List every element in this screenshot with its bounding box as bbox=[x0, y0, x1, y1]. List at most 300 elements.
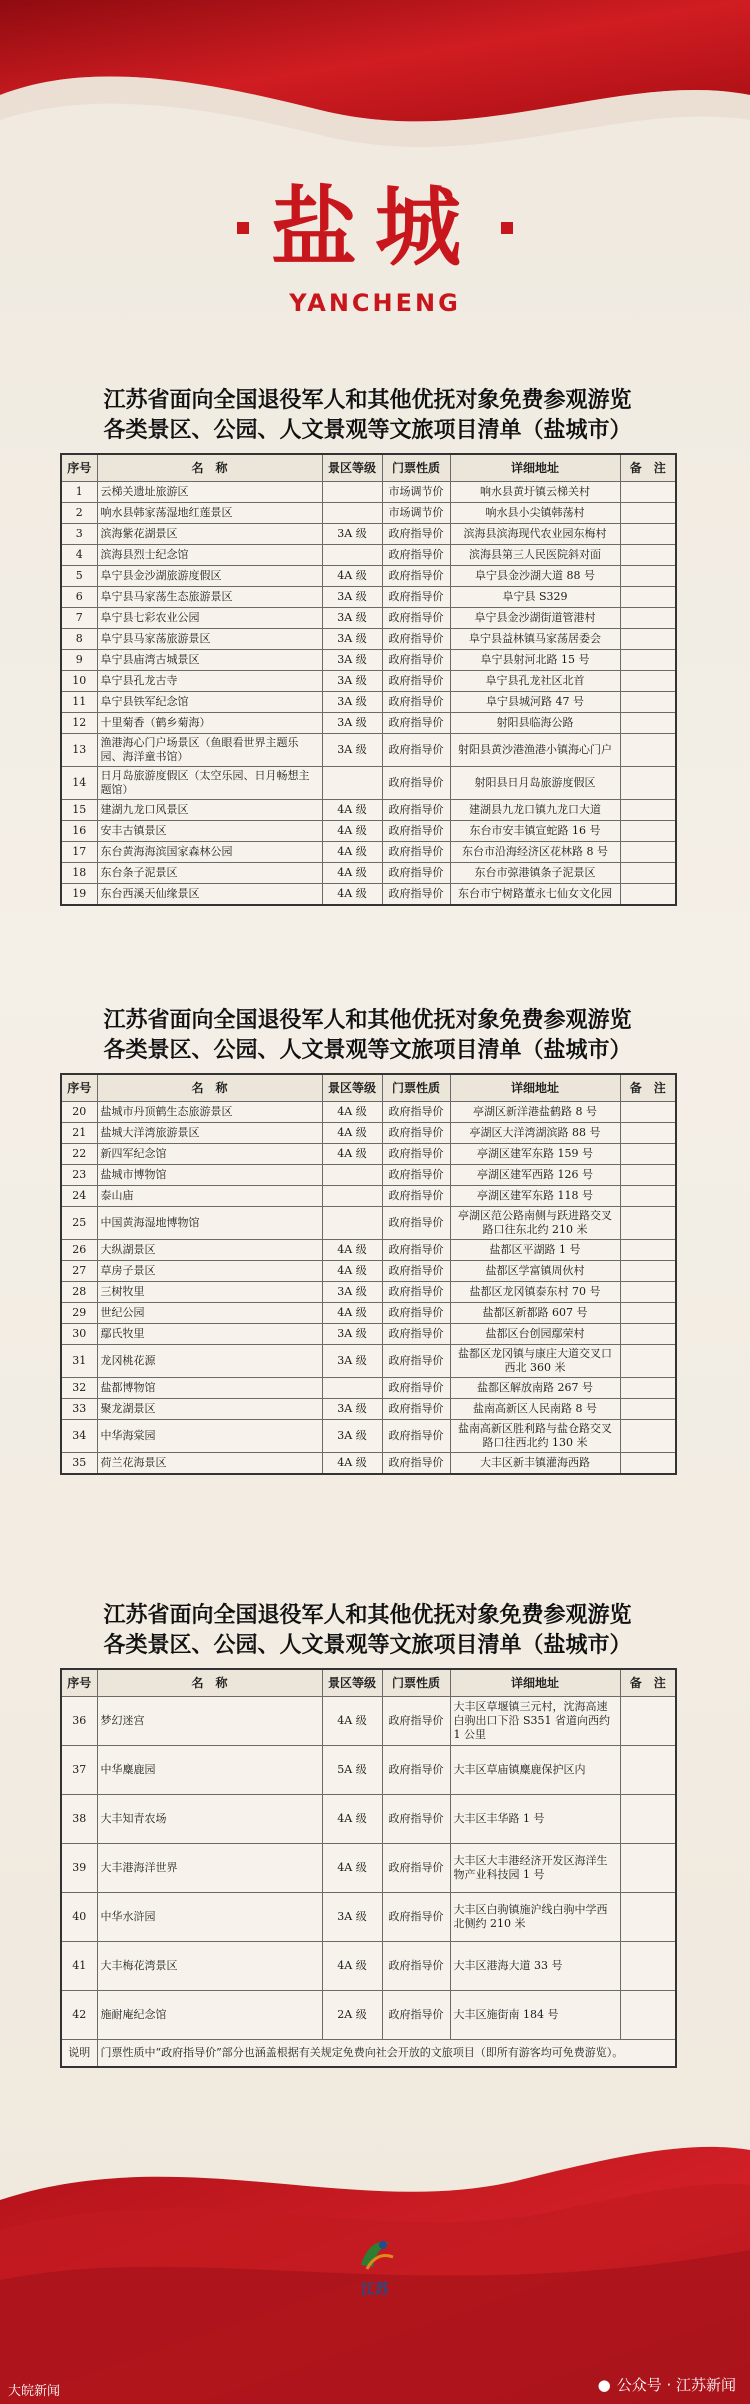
table-row bbox=[61, 1420, 676, 1453]
ticket-type: 政府指导价 bbox=[382, 1144, 450, 1165]
spot-remark bbox=[620, 1844, 676, 1893]
spot-remark bbox=[620, 1746, 676, 1795]
spot-remark bbox=[620, 1420, 676, 1453]
table-row bbox=[61, 503, 676, 524]
watermark-right-text: 公众号 · 江苏新闻 bbox=[616, 2376, 736, 2394]
spot-address: 响水县黄圩镇云梯关村 bbox=[450, 482, 620, 503]
spot-remark bbox=[620, 1240, 676, 1261]
table-row bbox=[61, 1207, 676, 1240]
spot-address: 东台市弶港镇条子泥景区 bbox=[450, 863, 620, 884]
section-title-line2: 各类景区、公园、人文景观等文旅项目清单（盐城市） bbox=[103, 1632, 632, 1658]
ticket-type: 政府指导价 bbox=[382, 1795, 450, 1844]
spot-address: 大丰区港海大道 33 号 bbox=[450, 1942, 620, 1991]
row-index: 2 bbox=[61, 503, 97, 524]
spot-address: 阜宁县 S329 bbox=[450, 587, 620, 608]
watermark-left: 大皖新闻 bbox=[8, 2384, 61, 2399]
row-index: 25 bbox=[61, 1207, 97, 1240]
ticket-type: 政府指导价 bbox=[382, 1282, 450, 1303]
spot-level: 4A 级 bbox=[322, 1144, 382, 1165]
row-index: 24 bbox=[61, 1186, 97, 1207]
spot-remark bbox=[620, 1399, 676, 1420]
spot-address: 滨海县第三人民医院斜对面 bbox=[450, 545, 620, 566]
table-header-cell: 备 注 bbox=[620, 454, 676, 482]
spot-name: 滨海紫花湖景区 bbox=[97, 524, 322, 545]
spot-address: 亭湖区范公路南侧与跃进路交叉路口往东北约 210 米 bbox=[450, 1207, 620, 1240]
spot-name: 阜宁县金沙湖旅游度假区 bbox=[97, 566, 322, 587]
ticket-type: 政府指导价 bbox=[382, 1420, 450, 1453]
spot-name: 新四军纪念馆 bbox=[97, 1144, 322, 1165]
ticket-type: 政府指导价 bbox=[382, 713, 450, 734]
spot-name: 中华海棠园 bbox=[97, 1420, 322, 1453]
table-row bbox=[61, 1324, 676, 1345]
ticket-type: 政府指导价 bbox=[382, 863, 450, 884]
ticket-type: 政府指导价 bbox=[382, 1102, 450, 1123]
hero-title bbox=[0, 178, 750, 278]
spot-remark bbox=[620, 629, 676, 650]
spot-name: 阜宁县铁军纪念馆 bbox=[97, 692, 322, 713]
row-index: 12 bbox=[61, 713, 97, 734]
spot-level: 3A 级 bbox=[322, 608, 382, 629]
spot-address: 盐都区平湖路 1 号 bbox=[450, 1240, 620, 1261]
table-row bbox=[61, 1345, 676, 1378]
spot-name: 大丰知青农场 bbox=[97, 1795, 322, 1844]
table-row bbox=[61, 767, 676, 800]
row-index: 16 bbox=[61, 821, 97, 842]
row-index: 19 bbox=[61, 884, 97, 906]
ticket-type: 政府指导价 bbox=[382, 1746, 450, 1795]
ticket-type: 政府指导价 bbox=[382, 842, 450, 863]
spot-name: 阜宁县马家荡生态旅游景区 bbox=[97, 587, 322, 608]
ticket-type: 政府指导价 bbox=[382, 1942, 450, 1991]
ticket-type: 政府指导价 bbox=[382, 1324, 450, 1345]
spot-name: 大丰港海洋世界 bbox=[97, 1844, 322, 1893]
spot-remark bbox=[620, 524, 676, 545]
spot-remark bbox=[620, 713, 676, 734]
ticket-type: 政府指导价 bbox=[382, 1207, 450, 1240]
section-list-3 bbox=[60, 1600, 675, 2068]
table-header-cell: 详细地址 bbox=[450, 1669, 620, 1697]
spot-level: 4A 级 bbox=[322, 842, 382, 863]
table-row bbox=[61, 566, 676, 587]
table-row bbox=[61, 587, 676, 608]
row-index: 40 bbox=[61, 1893, 97, 1942]
spot-level bbox=[322, 1378, 382, 1399]
table-row bbox=[61, 800, 676, 821]
spot-level: 3A 级 bbox=[322, 713, 382, 734]
hero-dot-left bbox=[237, 222, 249, 234]
section-title bbox=[60, 385, 675, 445]
spot-remark bbox=[620, 1282, 676, 1303]
table-header-cell: 序号 bbox=[61, 1074, 97, 1102]
spot-address: 滨海县滨海现代农业园东梅村 bbox=[450, 524, 620, 545]
ticket-type: 政府指导价 bbox=[382, 566, 450, 587]
spot-name: 聚龙湖景区 bbox=[97, 1399, 322, 1420]
spot-remark bbox=[620, 1102, 676, 1123]
ticket-type: 政府指导价 bbox=[382, 587, 450, 608]
spot-remark bbox=[620, 734, 676, 767]
spot-level: 4A 级 bbox=[322, 884, 382, 906]
scenic-spot-table bbox=[60, 1073, 677, 1475]
table-header-cell: 名 称 bbox=[97, 454, 322, 482]
ticket-type: 政府指导价 bbox=[382, 1893, 450, 1942]
spot-name: 大纵湖景区 bbox=[97, 1240, 322, 1261]
spot-address: 大丰区草庙镇麋鹿保护区内 bbox=[450, 1746, 620, 1795]
table-header-row bbox=[61, 1074, 676, 1102]
row-index: 8 bbox=[61, 629, 97, 650]
spot-remark bbox=[620, 1324, 676, 1345]
spot-name: 盐城大洋湾旅游景区 bbox=[97, 1123, 322, 1144]
spot-address: 射阳县日月岛旅游度假区 bbox=[450, 767, 620, 800]
ticket-type: 政府指导价 bbox=[382, 524, 450, 545]
hero-subtitle: YANCHENG bbox=[289, 289, 461, 317]
ticket-type: 政府指导价 bbox=[382, 608, 450, 629]
spot-remark bbox=[620, 1697, 676, 1746]
table-header-cell: 名 称 bbox=[97, 1074, 322, 1102]
top-red-wave-decoration bbox=[0, 0, 750, 200]
spot-remark bbox=[620, 650, 676, 671]
table-header-cell: 名 称 bbox=[97, 1669, 322, 1697]
logo-text: 江苏 bbox=[361, 2282, 389, 2298]
spot-remark bbox=[620, 1378, 676, 1399]
table-row bbox=[61, 1282, 676, 1303]
spot-address: 盐都区台创园鄢荣村 bbox=[450, 1324, 620, 1345]
spot-level: 4A 级 bbox=[322, 821, 382, 842]
spot-name: 安丰古镇景区 bbox=[97, 821, 322, 842]
table-row bbox=[61, 545, 676, 566]
spot-remark bbox=[620, 1893, 676, 1942]
spot-remark bbox=[620, 1165, 676, 1186]
row-index: 11 bbox=[61, 692, 97, 713]
spot-address: 亭湖区大洋湾湖滨路 88 号 bbox=[450, 1123, 620, 1144]
spot-level: 4A 级 bbox=[322, 800, 382, 821]
spot-level: 3A 级 bbox=[322, 1420, 382, 1453]
spot-name: 泰山庙 bbox=[97, 1186, 322, 1207]
row-index: 41 bbox=[61, 1942, 97, 1991]
hero-dot-right bbox=[501, 222, 513, 234]
row-index: 21 bbox=[61, 1123, 97, 1144]
spot-address: 大丰区大丰港经济开发区海洋生物产业科技园 1 号 bbox=[450, 1844, 620, 1893]
spot-remark bbox=[620, 1144, 676, 1165]
section-list-2 bbox=[60, 1005, 675, 1475]
ticket-type: 政府指导价 bbox=[382, 1345, 450, 1378]
spot-remark bbox=[620, 608, 676, 629]
spot-remark bbox=[620, 587, 676, 608]
ticket-type: 政府指导价 bbox=[382, 1378, 450, 1399]
spot-name: 梦幻迷宫 bbox=[97, 1697, 322, 1746]
row-index: 6 bbox=[61, 587, 97, 608]
table-header-cell: 序号 bbox=[61, 1669, 97, 1697]
table-row bbox=[61, 1697, 676, 1746]
spot-address: 盐南高新区胜利路与盐仓路交叉路口往西北约 130 米 bbox=[450, 1420, 620, 1453]
spot-level: 4A 级 bbox=[322, 1303, 382, 1324]
spot-name: 中华水浒园 bbox=[97, 1893, 322, 1942]
spot-name: 滨海县烈士纪念馆 bbox=[97, 545, 322, 566]
row-index: 3 bbox=[61, 524, 97, 545]
ticket-type: 政府指导价 bbox=[382, 671, 450, 692]
table-row bbox=[61, 1303, 676, 1324]
table-header-cell: 门票性质 bbox=[382, 1669, 450, 1697]
table-row bbox=[61, 1186, 676, 1207]
section-list-1 bbox=[60, 385, 675, 906]
spot-level: 3A 级 bbox=[322, 629, 382, 650]
spot-address: 亭湖区建军东路 118 号 bbox=[450, 1186, 620, 1207]
row-index: 7 bbox=[61, 608, 97, 629]
ticket-type: 政府指导价 bbox=[382, 1303, 450, 1324]
table-note-row bbox=[61, 2040, 676, 2068]
spot-level: 4A 级 bbox=[322, 1795, 382, 1844]
row-index: 18 bbox=[61, 863, 97, 884]
table-row bbox=[61, 863, 676, 884]
table-row bbox=[61, 1378, 676, 1399]
table-header-cell: 景区等级 bbox=[322, 1669, 382, 1697]
ticket-type: 政府指导价 bbox=[382, 1453, 450, 1475]
spot-name: 阜宁县马家荡旅游景区 bbox=[97, 629, 322, 650]
ticket-type: 政府指导价 bbox=[382, 767, 450, 800]
spot-address: 响水县小尖镇韩荡村 bbox=[450, 503, 620, 524]
row-index: 38 bbox=[61, 1795, 97, 1844]
spot-address: 建湖县九龙口镇九龙口大道 bbox=[450, 800, 620, 821]
table-row bbox=[61, 1261, 676, 1282]
table-header-cell: 景区等级 bbox=[322, 1074, 382, 1102]
row-index: 30 bbox=[61, 1324, 97, 1345]
spot-level: 3A 级 bbox=[322, 734, 382, 767]
ticket-type: 政府指导价 bbox=[382, 1240, 450, 1261]
spot-level: 4A 级 bbox=[322, 863, 382, 884]
ticket-type: 政府指导价 bbox=[382, 821, 450, 842]
spot-level: 3A 级 bbox=[322, 587, 382, 608]
ticket-type: 政府指导价 bbox=[382, 1844, 450, 1893]
row-index: 15 bbox=[61, 800, 97, 821]
spot-address: 阜宁县益林镇马家荡居委会 bbox=[450, 629, 620, 650]
spot-name: 阜宁县七彩农业公园 bbox=[97, 608, 322, 629]
spot-address: 盐都区龙冈镇泰东村 70 号 bbox=[450, 1282, 620, 1303]
spot-level: 3A 级 bbox=[322, 1324, 382, 1345]
section-title-line2: 各类景区、公园、人文景观等文旅项目清单（盐城市） bbox=[103, 417, 632, 443]
spot-remark bbox=[620, 545, 676, 566]
ticket-type: 政府指导价 bbox=[382, 1399, 450, 1420]
spot-level: 3A 级 bbox=[322, 524, 382, 545]
spot-level: 3A 级 bbox=[322, 650, 382, 671]
spot-level: 4A 级 bbox=[322, 1261, 382, 1282]
table-row bbox=[61, 1165, 676, 1186]
table-header-row bbox=[61, 454, 676, 482]
ticket-type: 政府指导价 bbox=[382, 1186, 450, 1207]
scenic-spot-table bbox=[60, 1668, 677, 2068]
spot-remark bbox=[620, 821, 676, 842]
spot-level: 4A 级 bbox=[322, 1844, 382, 1893]
ticket-type: 政府指导价 bbox=[382, 1991, 450, 2040]
table-row bbox=[61, 671, 676, 692]
row-index: 27 bbox=[61, 1261, 97, 1282]
table-row bbox=[61, 884, 676, 906]
spot-remark bbox=[620, 482, 676, 503]
spot-address: 阜宁县金沙湖大道 88 号 bbox=[450, 566, 620, 587]
table-row bbox=[61, 842, 676, 863]
section-title bbox=[60, 1600, 675, 1660]
row-index: 29 bbox=[61, 1303, 97, 1324]
spot-level bbox=[322, 482, 382, 503]
row-index: 42 bbox=[61, 1991, 97, 2040]
note-label: 说明 bbox=[61, 2040, 97, 2068]
row-index: 37 bbox=[61, 1746, 97, 1795]
ticket-type: 政府指导价 bbox=[382, 1261, 450, 1282]
table-header-cell: 备 注 bbox=[620, 1074, 676, 1102]
ticket-type: 市场调节价 bbox=[382, 482, 450, 503]
row-index: 1 bbox=[61, 482, 97, 503]
spot-name: 草房子景区 bbox=[97, 1261, 322, 1282]
ticket-type: 政府指导价 bbox=[382, 800, 450, 821]
spot-level: 4A 级 bbox=[322, 1102, 382, 1123]
spot-level: 4A 级 bbox=[322, 566, 382, 587]
spot-name: 渔港海心门户场景区（鱼眼看世界主题乐园、海洋童书馆） bbox=[97, 734, 322, 767]
spot-address: 大丰区施街南 184 号 bbox=[450, 1991, 620, 2040]
spot-level bbox=[322, 545, 382, 566]
table-row bbox=[61, 692, 676, 713]
spot-name: 盐城市博物馆 bbox=[97, 1165, 322, 1186]
table-header-cell: 景区等级 bbox=[322, 454, 382, 482]
spot-name: 东台条子泥景区 bbox=[97, 863, 322, 884]
table-row bbox=[61, 1399, 676, 1420]
section-title-line1: 江苏省面向全国退役军人和其他优抚对象免费参观游览 bbox=[103, 1602, 632, 1628]
row-index: 33 bbox=[61, 1399, 97, 1420]
spot-address: 大丰区白驹镇施沪线白驹中学西北侧约 210 米 bbox=[450, 1893, 620, 1942]
section-title-line1: 江苏省面向全国退役军人和其他优抚对象免费参观游览 bbox=[103, 1007, 632, 1033]
spot-address: 亭湖区新洋港盐鹤路 8 号 bbox=[450, 1102, 620, 1123]
table-row bbox=[61, 482, 676, 503]
table-row bbox=[61, 1795, 676, 1844]
table-header-row bbox=[61, 1669, 676, 1697]
row-index: 26 bbox=[61, 1240, 97, 1261]
row-index: 20 bbox=[61, 1102, 97, 1123]
spot-level: 3A 级 bbox=[322, 1345, 382, 1378]
spot-remark bbox=[620, 671, 676, 692]
spot-remark bbox=[620, 1942, 676, 1991]
spot-address: 盐都区新都路 607 号 bbox=[450, 1303, 620, 1324]
spot-name: 云梯关遗址旅游区 bbox=[97, 482, 322, 503]
spot-name: 东台西溪天仙缘景区 bbox=[97, 884, 322, 906]
jiangsu-logo bbox=[340, 2235, 410, 2299]
spot-remark bbox=[620, 884, 676, 906]
spot-address: 阜宁县金沙湖街道管港村 bbox=[450, 608, 620, 629]
scenic-spot-table bbox=[60, 453, 677, 906]
spot-address: 阜宁县孔龙社区北首 bbox=[450, 671, 620, 692]
spot-name: 鄢氏牧里 bbox=[97, 1324, 322, 1345]
note-text: 门票性质中“政府指导价”部分也涵盖根据有关规定免费向社会开放的文旅项目（即所有游客均可免费游览）。 bbox=[97, 2040, 676, 2068]
spot-level: 3A 级 bbox=[322, 671, 382, 692]
spot-remark bbox=[620, 1261, 676, 1282]
spot-address: 大丰区草堰镇三元村，沈海高速白驹出口下沿 S351 省道向西约 1 公里 bbox=[450, 1697, 620, 1746]
row-index: 14 bbox=[61, 767, 97, 800]
row-index: 17 bbox=[61, 842, 97, 863]
spot-level bbox=[322, 503, 382, 524]
row-index: 4 bbox=[61, 545, 97, 566]
spot-name: 中国黄海湿地博物馆 bbox=[97, 1207, 322, 1240]
spot-level: 3A 级 bbox=[322, 1282, 382, 1303]
spot-address: 大丰区新丰镇灌海西路 bbox=[450, 1453, 620, 1475]
row-index: 32 bbox=[61, 1378, 97, 1399]
ticket-type: 政府指导价 bbox=[382, 1165, 450, 1186]
spot-name: 建湖九龙口风景区 bbox=[97, 800, 322, 821]
spot-remark bbox=[620, 503, 676, 524]
spot-name: 世纪公园 bbox=[97, 1303, 322, 1324]
table-row bbox=[61, 608, 676, 629]
spot-address: 亭湖区建军东路 159 号 bbox=[450, 1144, 620, 1165]
spot-name: 东台黄海海滨国家森林公园 bbox=[97, 842, 322, 863]
ticket-type: 政府指导价 bbox=[382, 884, 450, 906]
table-row bbox=[61, 524, 676, 545]
row-index: 10 bbox=[61, 671, 97, 692]
table-row bbox=[61, 1844, 676, 1893]
spot-address: 东台市沿海经济区花林路 8 号 bbox=[450, 842, 620, 863]
spot-address: 东台市安丰镇宣蛇路 16 号 bbox=[450, 821, 620, 842]
spot-level: 3A 级 bbox=[322, 1399, 382, 1420]
wechat-icon: ● bbox=[597, 2375, 611, 2394]
spot-address: 阜宁县城河路 47 号 bbox=[450, 692, 620, 713]
table-header-cell: 门票性质 bbox=[382, 454, 450, 482]
spot-address: 盐都区龙冈镇与康庄大道交叉口西北 360 米 bbox=[450, 1345, 620, 1378]
spot-address: 盐都区解放南路 267 号 bbox=[450, 1378, 620, 1399]
spot-level: 4A 级 bbox=[322, 1942, 382, 1991]
spot-level bbox=[322, 1165, 382, 1186]
spot-remark bbox=[620, 800, 676, 821]
spot-name: 大丰梅花湾景区 bbox=[97, 1942, 322, 1991]
row-index: 28 bbox=[61, 1282, 97, 1303]
spot-name: 响水县韩家荡湿地红莲景区 bbox=[97, 503, 322, 524]
table-row bbox=[61, 713, 676, 734]
table-row bbox=[61, 1746, 676, 1795]
spot-address: 射阳县黄沙港渔港小镇海心门户 bbox=[450, 734, 620, 767]
spot-address: 亭湖区建军西路 126 号 bbox=[450, 1165, 620, 1186]
row-index: 39 bbox=[61, 1844, 97, 1893]
ticket-type: 政府指导价 bbox=[382, 734, 450, 767]
table-header-cell: 序号 bbox=[61, 454, 97, 482]
row-index: 36 bbox=[61, 1697, 97, 1746]
row-index: 31 bbox=[61, 1345, 97, 1378]
spot-remark bbox=[620, 1207, 676, 1240]
spot-address: 盐都区学富镇周伙村 bbox=[450, 1261, 620, 1282]
spot-level bbox=[322, 1207, 382, 1240]
ticket-type: 政府指导价 bbox=[382, 545, 450, 566]
table-row bbox=[61, 1453, 676, 1475]
table-row bbox=[61, 650, 676, 671]
table-header-cell: 详细地址 bbox=[450, 1074, 620, 1102]
spot-name: 日月岛旅游度假区（太空乐园、日月畅想主题馆） bbox=[97, 767, 322, 800]
spot-address: 大丰区丰华路 1 号 bbox=[450, 1795, 620, 1844]
table-row bbox=[61, 1893, 676, 1942]
ticket-type: 政府指导价 bbox=[382, 1123, 450, 1144]
spot-name: 盐都博物馆 bbox=[97, 1378, 322, 1399]
spot-name: 中华麋鹿园 bbox=[97, 1746, 322, 1795]
ticket-type: 政府指导价 bbox=[382, 1697, 450, 1746]
table-row bbox=[61, 1102, 676, 1123]
table-row bbox=[61, 734, 676, 767]
table-row bbox=[61, 1240, 676, 1261]
table-row bbox=[61, 1991, 676, 2040]
spot-address: 盐南高新区人民南路 8 号 bbox=[450, 1399, 620, 1420]
spot-level: 4A 级 bbox=[322, 1697, 382, 1746]
spot-remark bbox=[620, 692, 676, 713]
watermark-right bbox=[598, 2374, 736, 2395]
table-header-cell: 门票性质 bbox=[382, 1074, 450, 1102]
row-index: 9 bbox=[61, 650, 97, 671]
spot-remark bbox=[620, 863, 676, 884]
row-index: 22 bbox=[61, 1144, 97, 1165]
section-title-line1: 江苏省面向全国退役军人和其他优抚对象免费参观游览 bbox=[103, 387, 632, 413]
spot-address: 阜宁县射河北路 15 号 bbox=[450, 650, 620, 671]
spot-level: 5A 级 bbox=[322, 1746, 382, 1795]
hero-title-text: 盐城 bbox=[271, 178, 479, 278]
ticket-type: 政府指导价 bbox=[382, 629, 450, 650]
